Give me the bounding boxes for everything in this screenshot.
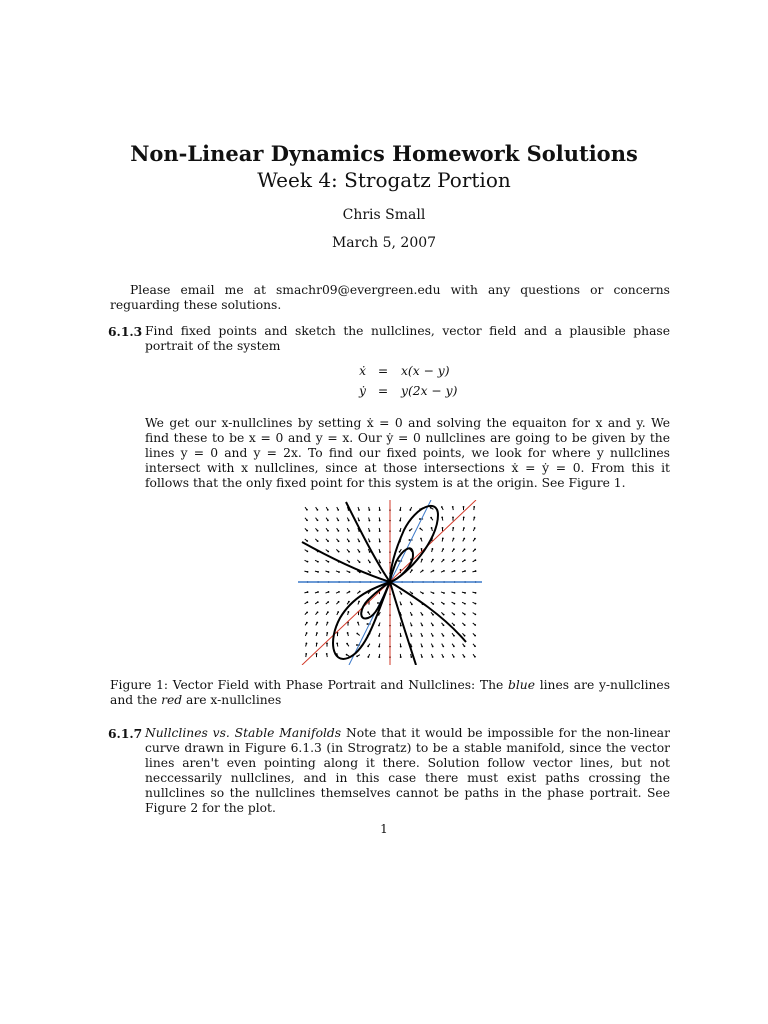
vector-arrow-head bbox=[327, 509, 329, 511]
vector-arrow-head bbox=[410, 656, 412, 658]
page-title: Non-Linear Dynamics Homework Solutions bbox=[130, 141, 638, 166]
vector-arrow-head bbox=[442, 538, 444, 540]
vector-arrow-head bbox=[337, 519, 339, 521]
vector-arrow-head bbox=[327, 540, 329, 542]
vector-arrow-head bbox=[368, 509, 370, 511]
vector-arrow-head bbox=[326, 632, 328, 634]
vector-arrow-head bbox=[442, 548, 444, 550]
vector-arrow-head bbox=[453, 614, 455, 616]
vector-arrow-head bbox=[411, 593, 413, 595]
vector-arrow-head bbox=[346, 643, 348, 645]
vector-arrow-head bbox=[464, 570, 466, 572]
vector-arrow-head bbox=[327, 561, 329, 563]
vector-arrow-head bbox=[454, 592, 456, 594]
vector-arrow-head bbox=[432, 624, 434, 626]
vector-arrow-head bbox=[422, 592, 424, 594]
vector-arrow-head bbox=[338, 571, 340, 573]
vector-arrow-head bbox=[443, 614, 445, 616]
vector-arrow-head bbox=[316, 643, 318, 645]
vector-arrow-head bbox=[463, 527, 465, 529]
vector-arrow-head bbox=[379, 509, 381, 511]
vector-arrow-head bbox=[399, 530, 401, 532]
vector-arrow-head bbox=[358, 541, 360, 543]
vector-arrow-head bbox=[453, 538, 455, 540]
trajectory-loop-small-upper bbox=[390, 548, 413, 582]
problem-617-text: Nullclines vs. Stable Manifolds Note that it would be impossible for the non-linear curve drawn in Figure 6.1.3 (in Strogratz) to be a stable manifold, since the vector lines aren't even pointing along it there. Solution follow vector lines, but not neccessarily nullclines, and in this case there must exist paths crossing the nullclines so the nullclines themselves cannot be paths in the phase portrait. See Figure 2 for the plot. bbox=[145, 726, 670, 815]
equation-2-lhs: ẏ bbox=[359, 384, 366, 398]
vector-arrow-head bbox=[317, 601, 319, 603]
trajectory-upper-steep bbox=[346, 502, 390, 582]
vector-arrow-head bbox=[348, 520, 350, 522]
vector-arrow-head bbox=[419, 528, 421, 530]
vector-arrow-head bbox=[452, 517, 454, 519]
vector-arrow-head bbox=[421, 635, 423, 637]
vector-arrow-head bbox=[443, 624, 445, 626]
vector-arrow-head bbox=[421, 646, 423, 648]
vector-arrow-head bbox=[337, 611, 339, 613]
figure-1-caption: Figure 1: Vector Field with Phase Portrait and Nullclines: The blue lines are y-nullclines and the red are x-nullclines bbox=[110, 678, 671, 707]
vector-arrow-head bbox=[317, 591, 319, 593]
vector-arrow-head bbox=[400, 593, 402, 595]
vector-arrow-head bbox=[400, 625, 402, 627]
vector-arrow-head bbox=[464, 548, 466, 550]
vector-arrow-head bbox=[306, 611, 308, 613]
vector-arrow-head bbox=[306, 622, 308, 624]
vector-arrow-head bbox=[369, 561, 371, 563]
vector-arrow-head bbox=[327, 530, 329, 532]
vector-arrow-head bbox=[328, 591, 330, 593]
vector-arrow-head bbox=[453, 656, 455, 658]
vector-arrow-head bbox=[475, 592, 477, 594]
vector-arrow-head bbox=[400, 656, 402, 658]
vector-arrow-head bbox=[348, 540, 350, 542]
vector-arrow-head bbox=[474, 624, 476, 626]
vector-arrow-head bbox=[398, 560, 400, 562]
equation-2-equals: = bbox=[377, 384, 389, 398]
trajectory-lower-steep bbox=[390, 582, 416, 665]
vector-arrow-head bbox=[356, 655, 358, 657]
vector-arrow-head bbox=[421, 625, 423, 627]
vector-arrow-head bbox=[432, 635, 434, 637]
vector-arrow-head bbox=[433, 592, 435, 594]
vector-arrow-head bbox=[348, 601, 350, 603]
vector-arrow-head bbox=[306, 643, 308, 645]
author: Chris Small bbox=[342, 207, 426, 223]
problem-613-number: 6.1.3 bbox=[108, 324, 143, 339]
vector-arrow-head bbox=[348, 551, 350, 553]
intro-paragraph: Please email me at smachr09@evergreen.edu with any questions or concerns reguarding these solutions. bbox=[110, 283, 670, 312]
vector-arrow-head bbox=[432, 570, 434, 572]
vector-arrow-head bbox=[463, 538, 465, 540]
vector-arrow-head bbox=[377, 602, 379, 604]
vector-arrow-head bbox=[369, 572, 371, 574]
vector-arrow-head bbox=[327, 519, 329, 521]
vector-arrow-head bbox=[432, 614, 434, 616]
vector-arrow-head bbox=[432, 603, 434, 605]
vector-arrow-head bbox=[317, 571, 319, 573]
vector-arrow-head bbox=[464, 614, 466, 616]
vector-arrow-head bbox=[411, 603, 413, 605]
vector-arrow-head bbox=[307, 591, 309, 593]
vector-arrow-head bbox=[452, 506, 454, 508]
equation-1-rhs: x(x − y) bbox=[401, 364, 450, 378]
vector-arrow-head bbox=[474, 538, 476, 540]
vector-arrow-head bbox=[443, 559, 445, 561]
vector-arrow-head bbox=[338, 601, 340, 603]
vector-arrow-head bbox=[338, 551, 340, 553]
vector-arrow-head bbox=[306, 519, 308, 521]
vector-arrow-head bbox=[367, 623, 369, 625]
vector-arrow-head bbox=[452, 527, 454, 529]
vector-arrow-head bbox=[358, 551, 360, 553]
vector-arrow-head bbox=[430, 517, 432, 519]
vector-arrow-head bbox=[317, 540, 319, 542]
vector-arrow-head bbox=[337, 509, 339, 511]
vector-arrow-head bbox=[432, 656, 434, 658]
vector-arrow-head bbox=[473, 506, 475, 508]
vector-arrow-head bbox=[378, 635, 380, 637]
problem-613-question: Find fixed points and sketch the nullclines, vector field and a plausible phase portrait of the system bbox=[145, 324, 670, 353]
vector-arrow-head bbox=[441, 506, 443, 508]
vector-arrow-head bbox=[443, 592, 445, 594]
vector-arrow-head bbox=[474, 635, 476, 637]
vector-arrow-head bbox=[421, 656, 423, 658]
vector-arrow-head bbox=[399, 520, 401, 522]
vector-arrow-head bbox=[453, 645, 455, 647]
vector-arrow-head bbox=[326, 643, 328, 645]
date: March 5, 2007 bbox=[331, 235, 437, 251]
problem-617-number: 6.1.7 bbox=[108, 726, 143, 741]
vector-arrow-head bbox=[316, 509, 318, 511]
vector-arrow-head bbox=[356, 633, 358, 635]
vector-arrow-head bbox=[411, 625, 413, 627]
vector-arrow-head bbox=[348, 591, 350, 593]
vector-arrow-head bbox=[463, 506, 465, 508]
vector-arrow-head bbox=[464, 592, 466, 594]
vector-arrow-head bbox=[464, 559, 466, 561]
vector-arrow-head bbox=[307, 571, 309, 573]
vector-arrow-head bbox=[358, 509, 360, 511]
vector-arrow-head bbox=[379, 530, 381, 532]
vector-arrow-head bbox=[327, 551, 329, 553]
vector-arrow-head bbox=[326, 653, 328, 655]
vector-arrow-head bbox=[317, 611, 319, 613]
vector-arrow-head bbox=[474, 645, 476, 647]
vector-arrow-head bbox=[400, 635, 402, 637]
vector-arrow-head bbox=[369, 520, 371, 522]
vector-arrow-head bbox=[421, 559, 423, 561]
vector-arrow-head bbox=[367, 645, 369, 647]
vector-arrow-head bbox=[443, 603, 445, 605]
vector-arrow-head bbox=[337, 530, 339, 532]
vector-arrow-head bbox=[347, 632, 349, 634]
vector-arrow-head bbox=[411, 635, 413, 637]
vector-arrow-head bbox=[338, 591, 340, 593]
vector-arrow-head bbox=[359, 591, 361, 593]
vector-arrow-head bbox=[442, 656, 444, 658]
vector-arrow-head bbox=[378, 646, 380, 648]
vector-arrow-head bbox=[336, 643, 338, 645]
vector-arrow-head bbox=[348, 530, 350, 532]
vector-arrow-head bbox=[356, 644, 358, 646]
vector-arrow-head bbox=[432, 646, 434, 648]
vector-arrow-head bbox=[411, 614, 413, 616]
vector-arrow-head bbox=[349, 571, 351, 573]
vector-arrow-head bbox=[348, 561, 350, 563]
vector-arrow-head bbox=[306, 530, 308, 532]
page-number: 1 bbox=[380, 822, 388, 836]
equation-1-equals: = bbox=[377, 364, 389, 378]
equation-2-rhs: y(2x − y) bbox=[401, 384, 458, 398]
vector-arrow-head bbox=[348, 611, 350, 613]
vector-arrow-head bbox=[432, 559, 434, 561]
vector-arrow-head bbox=[369, 530, 371, 532]
vector-arrow-head bbox=[419, 518, 421, 520]
vector-arrow-head bbox=[441, 517, 443, 519]
vector-arrow-head bbox=[316, 653, 318, 655]
vector-arrow-head bbox=[400, 646, 402, 648]
vector-arrow-head bbox=[474, 527, 476, 529]
vector-arrow-head bbox=[475, 570, 477, 572]
vector-arrow-head bbox=[464, 624, 466, 626]
vector-arrow-head bbox=[411, 569, 413, 571]
vector-arrow-head bbox=[443, 570, 445, 572]
trajectory-loop-large-lower bbox=[333, 582, 390, 659]
vector-arrow-head bbox=[378, 656, 380, 658]
vector-arrow-head bbox=[442, 635, 444, 637]
page-subtitle: Week 4: Strogatz Portion bbox=[257, 168, 511, 192]
vector-arrow-head bbox=[474, 613, 476, 615]
vector-arrow-head bbox=[464, 645, 466, 647]
problem-617-heading: Nullclines vs. Stable Manifolds bbox=[145, 726, 342, 740]
vector-arrow-head bbox=[464, 635, 466, 637]
vector-arrow-head bbox=[359, 561, 361, 563]
vector-arrow-head bbox=[453, 635, 455, 637]
vector-arrow-head bbox=[409, 509, 411, 511]
vector-arrow-head bbox=[306, 509, 308, 511]
vector-arrow-head bbox=[442, 645, 444, 647]
vector-arrow-head bbox=[357, 622, 359, 624]
vector-arrow-head bbox=[306, 550, 308, 552]
vector-arrow-head bbox=[379, 541, 381, 543]
problem-613-answer: We get our x-nullclines by setting ẋ = 0 and solving the equaiton for x and y. We find these to be x = 0 and y = x. Our ẏ = 0 nullclines are going to be given by the lines y = 0 and y = 2x. To find our fixed points, we look for where y nullclines intersect with x nullclines, since at those intersections ẋ = ẏ = 0. From this it follows that the only fixed point for this system is at the origin. See Figure 1. bbox=[145, 416, 670, 490]
vector-arrow-head bbox=[474, 656, 476, 658]
vector-arrow-head bbox=[306, 601, 308, 603]
vector-arrow-head bbox=[474, 548, 476, 550]
vector-arrow-head bbox=[453, 624, 455, 626]
vector-arrow-head bbox=[317, 519, 319, 521]
vector-arrow-head bbox=[474, 517, 476, 519]
vector-arrow-head bbox=[463, 656, 465, 658]
vector-arrow-head bbox=[316, 632, 318, 634]
vector-arrow-head bbox=[306, 632, 308, 634]
vector-arrow-head bbox=[369, 551, 371, 553]
vector-arrow-head bbox=[453, 603, 455, 605]
trajectory-lower-right bbox=[390, 582, 466, 642]
vector-arrow-head bbox=[369, 541, 371, 543]
vector-arrow-head bbox=[379, 572, 381, 574]
vector-arrow-head bbox=[453, 559, 455, 561]
vector-arrow-head bbox=[399, 509, 401, 511]
vector-arrow-head bbox=[475, 603, 477, 605]
vector-arrow-head bbox=[306, 540, 308, 542]
vector-arrow-head bbox=[432, 548, 434, 550]
vector-arrow-head bbox=[307, 561, 309, 563]
vector-arrow-head bbox=[327, 622, 329, 624]
vector-arrow-head bbox=[430, 507, 432, 509]
vector-arrow-head bbox=[453, 548, 455, 550]
vector-arrow-head bbox=[400, 604, 402, 606]
vector-arrow-head bbox=[338, 540, 340, 542]
vector-arrow-head bbox=[358, 601, 360, 603]
vector-arrow-head bbox=[305, 653, 307, 655]
vector-arrow-head bbox=[421, 614, 423, 616]
vector-arrow-head bbox=[379, 520, 381, 522]
vector-arrow-head bbox=[399, 551, 401, 553]
vector-arrow-head bbox=[367, 611, 369, 613]
vector-arrow-head bbox=[409, 539, 411, 541]
vector-arrow-head bbox=[358, 520, 360, 522]
vector-arrow-head bbox=[367, 656, 369, 658]
vector-arrow-head bbox=[409, 530, 411, 532]
vector-arrow-head bbox=[317, 530, 319, 532]
vector-arrow-head bbox=[379, 562, 381, 564]
vector-arrow-head bbox=[454, 570, 456, 572]
vector-arrow-head bbox=[431, 527, 433, 529]
figure-1-phase-portrait bbox=[298, 500, 482, 665]
vector-arrow-head bbox=[421, 548, 423, 550]
vector-arrow-head bbox=[327, 611, 329, 613]
vector-arrow-head bbox=[327, 601, 329, 603]
vector-arrow-head bbox=[317, 561, 319, 563]
vector-arrow-head bbox=[464, 603, 466, 605]
equation-1-lhs: ẋ bbox=[359, 364, 366, 378]
vector-arrow-head bbox=[316, 622, 318, 624]
vector-arrow-head bbox=[420, 538, 422, 540]
vector-arrow-head bbox=[328, 571, 330, 573]
vector-arrow-head bbox=[422, 570, 424, 572]
vector-arrow-head bbox=[442, 527, 444, 529]
vector-arrow-head bbox=[474, 559, 476, 561]
vector-arrow-head bbox=[463, 517, 465, 519]
vector-arrow-head bbox=[346, 654, 348, 656]
vector-arrow-head bbox=[379, 551, 381, 553]
vector-arrow-head bbox=[378, 625, 380, 627]
